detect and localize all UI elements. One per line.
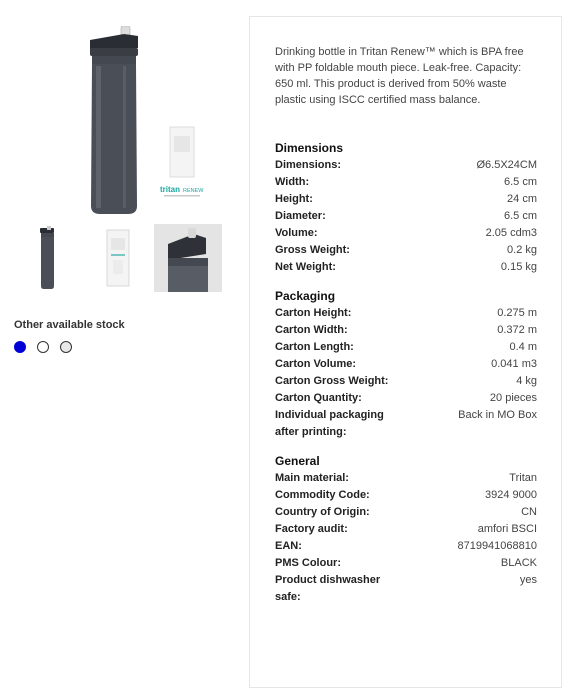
spec-key: Country of Origin: bbox=[275, 506, 370, 518]
spec-row bbox=[275, 157, 537, 174]
spec-key: EAN: bbox=[275, 540, 302, 552]
other-stock-label: Other available stock bbox=[14, 319, 125, 331]
spec-key: Volume: bbox=[275, 227, 318, 239]
spec-value: Back in MO Box bbox=[458, 409, 537, 421]
spec-key: Carton Length: bbox=[275, 341, 354, 353]
spec-value: 8719941068810 bbox=[457, 540, 537, 552]
box-brand-text: tritan bbox=[160, 185, 180, 194]
spec-row bbox=[275, 191, 537, 208]
spec-row bbox=[275, 407, 537, 441]
color-swatches bbox=[14, 341, 72, 353]
spec-row bbox=[275, 208, 537, 225]
spec-value: Ø6.5X24CM bbox=[476, 159, 537, 171]
spec-value: 6.5 cm bbox=[503, 210, 537, 222]
spec-value: 3924 9000 bbox=[485, 489, 537, 501]
box-brand-sub-text: RENEW bbox=[183, 188, 204, 194]
spec-key: Product dishwasher safe: bbox=[275, 574, 381, 603]
spec-key: Carton Width: bbox=[275, 324, 348, 336]
spec-value: Tritan bbox=[509, 472, 537, 484]
spec-row bbox=[275, 572, 537, 606]
spec-value: 0.15 kg bbox=[500, 261, 537, 273]
spec-row bbox=[275, 521, 537, 538]
thumbnail-lid-closeup[interactable] bbox=[154, 224, 222, 292]
spec-row bbox=[275, 322, 537, 339]
spec-key: Height: bbox=[275, 193, 313, 205]
spec-value: 0.041 m3 bbox=[491, 358, 537, 370]
spec-value: amfori BSCI bbox=[477, 523, 537, 535]
spec-value: 2.05 cdm3 bbox=[485, 227, 537, 239]
spec-row bbox=[275, 174, 537, 191]
spec-key: Individual packaging after printing: bbox=[275, 409, 384, 438]
spec-key: PMS Colour: bbox=[275, 557, 341, 569]
spec-row bbox=[275, 555, 537, 572]
spec-value: 0.4 m bbox=[509, 341, 537, 353]
section-title: Dimensions bbox=[275, 141, 344, 155]
spec-value: CN bbox=[521, 506, 537, 518]
spec-row bbox=[275, 390, 537, 407]
section-title: General bbox=[275, 454, 320, 468]
thumbnail-box[interactable] bbox=[84, 224, 152, 292]
spec-key: Commodity Code: bbox=[275, 489, 370, 501]
section-packaging bbox=[275, 288, 537, 441]
spec-row bbox=[275, 538, 537, 555]
spec-row bbox=[275, 339, 537, 356]
spec-value: 4 kg bbox=[516, 375, 537, 387]
spec-key: Gross Weight: bbox=[275, 244, 350, 256]
spec-row bbox=[275, 487, 537, 504]
product-details-panel bbox=[249, 16, 562, 688]
swatch-blue[interactable] bbox=[14, 341, 26, 353]
spec-key: Width: bbox=[275, 176, 310, 188]
spec-row bbox=[275, 504, 537, 521]
spec-value: 20 pieces bbox=[489, 392, 537, 404]
spec-value: BLACK bbox=[500, 557, 537, 569]
spec-row bbox=[275, 242, 537, 259]
swatch-grey[interactable] bbox=[60, 341, 72, 353]
spec-value: 0.275 m bbox=[497, 307, 537, 319]
section-title: Packaging bbox=[275, 289, 336, 303]
spec-key: Dimensions: bbox=[275, 159, 342, 171]
spec-row bbox=[275, 259, 537, 276]
spec-row bbox=[275, 356, 537, 373]
thumbnail-bottle-front[interactable] bbox=[14, 224, 82, 292]
thumbnail-strip bbox=[14, 224, 222, 292]
spec-value: 24 cm bbox=[507, 193, 537, 205]
specs-list bbox=[275, 140, 537, 618]
spec-row bbox=[275, 225, 537, 242]
spec-value: 0.372 m bbox=[497, 324, 537, 336]
swatch-white[interactable] bbox=[37, 341, 49, 353]
spec-key: Diameter: bbox=[275, 210, 326, 222]
spec-value: 6.5 cm bbox=[503, 176, 537, 188]
section-general bbox=[275, 453, 537, 606]
main-product-image bbox=[80, 26, 230, 218]
spec-key: Carton Gross Weight: bbox=[275, 375, 389, 387]
spec-key: Carton Height: bbox=[275, 307, 352, 319]
spec-row bbox=[275, 470, 537, 487]
spec-key: Carton Quantity: bbox=[275, 392, 362, 404]
spec-row bbox=[275, 305, 537, 322]
spec-row bbox=[275, 373, 537, 390]
spec-key: Net Weight: bbox=[275, 261, 336, 273]
spec-value: 0.2 kg bbox=[507, 244, 537, 256]
spec-key: Factory audit: bbox=[275, 523, 348, 535]
product-description: Drinking bottle in Tritan Renew™ which is BPA free with PP foldable mouth piece. Leak-free. Capacity: 650 ml. This product is derived from 50% waste plastic using ISCC certified mass balance. bbox=[275, 46, 524, 106]
spec-key: Carton Volume: bbox=[275, 358, 357, 370]
spec-key: Main material: bbox=[275, 472, 349, 484]
spec-value: yes bbox=[519, 574, 537, 586]
section-dimensions bbox=[275, 140, 537, 276]
